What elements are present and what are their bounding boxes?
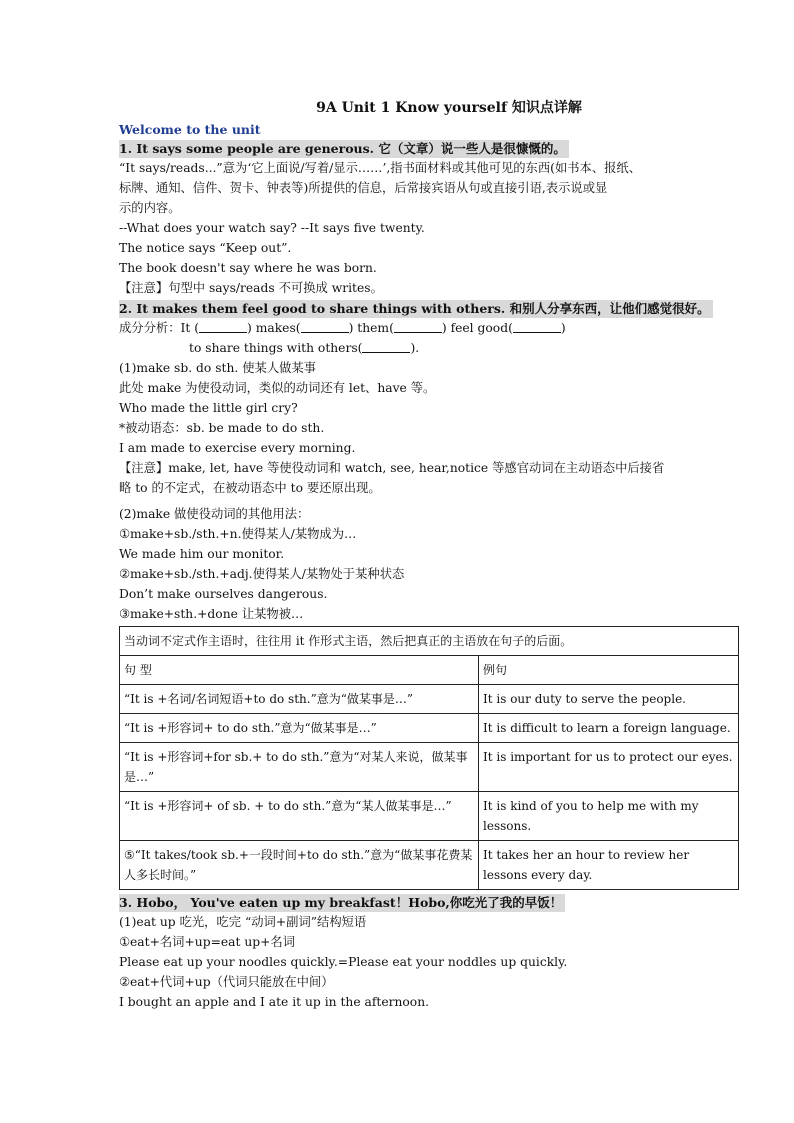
text-line: ①make+sb./sth.+n.使得某人/某物成为… [119,527,357,541]
fill-blank[interactable] [513,320,561,333]
table-cell-pattern: “It is +形容词+for sb.+ to do sth.”意为“对某人来说，做某事是…” [120,743,479,792]
example-line: We made him our monitor. [119,547,285,561]
example-line: --What does your watch say? --It says five twenty. [119,221,425,235]
text-line: 示的内容。 [119,201,181,215]
example-line: The notice says “Keep out”. [119,241,292,255]
point-1-heading: 1. It says some people are generous. 它（文章）说一些人是很慷慨的。 [119,140,569,158]
table-cell-pattern: “It is +名词/名词短语+to do sth.”意为“做某事是…” [120,685,479,714]
analysis-text: ). [410,341,420,355]
document [119,97,739,1012]
example-line: Please eat up your noodles quickly.=Please eat your noddles up quickly. [119,955,568,969]
table-cell-pattern: ⑤“It takes/took sb.+一段时间+to do sth.”意为“做某事花费某人多长时间。” [120,841,479,890]
point-2-heading: 2. It makes them feel good to share things with others. 和别人分享东西，让他们感觉很好。 [119,300,713,318]
example-line: I bought an apple and I ate it up in the afternoon. [119,995,430,1009]
table-cell-example: It is kind of you to help me with my lessons. [479,792,739,841]
note-line: 略 to 的不定式，在被动语态中 to 要还原出现。 [119,481,381,495]
text-line: *被动语态：sb. be made to do sth. [119,421,325,435]
text-line: (1)make sb. do sth. 使某人做某事 [119,361,317,375]
table-cell-example: It is important for us to protect our eyes. [479,743,739,792]
text-line: ③make+sth.+done 让某物被… [119,607,304,621]
section-heading: Welcome to the unit [119,122,261,137]
fill-blank[interactable] [199,320,247,333]
note-line: 【注意】句型中 says/reads 不可换成 writes。 [119,281,383,295]
table-cell-example: It takes her an hour to review her lessons every day. [479,841,739,890]
page-title: 9A Unit 1 Know yourself 知识点详解 [316,100,582,116]
table-cell-pattern: “It is +形容词+ to do sth.”意为“做某事是…” [120,714,479,743]
example-line: Don’t make ourselves dangerous. [119,587,328,601]
text-line: ②make+sb./sth.+adj.使得某人/某物处于某种状态 [119,567,405,581]
fill-blank[interactable] [301,320,349,333]
analysis-text: It ( [180,321,200,335]
text-line: ①eat+名词+up=eat up+名词 [119,935,296,949]
table-row [120,743,739,792]
table-caption: 当动词不定式作主语时，往往用 it 作形式主语，然后把真正的主语放在句子的后面。 [120,627,739,656]
table-row [120,714,739,743]
text-line: “It says/reads...”意为‘它上面说/写着/显示……’,指书面材料或其他可见的东西(如书本、报纸、 [119,161,642,175]
example-line: I am made to exercise every morning. [119,441,356,455]
table-row [120,685,739,714]
table-row [120,792,739,841]
example-line: Who made the little girl cry? [119,401,298,415]
text-line: 标牌、通知、信件、贺卡、钟表等)所提供的信息，后常接宾语从句或直接引语,表示说或显 [119,181,608,195]
fill-blank[interactable] [394,320,442,333]
point-2 [119,298,739,624]
text-line: (1)eat up 吃光，吃完 “动词+副词”结构短语 [119,915,367,929]
analysis-text: ) makes( [247,321,301,335]
analysis-label: 成分分析： [119,321,181,335]
text-line: (2)make 做使役动词的其他用法： [119,507,310,521]
column-header: 句 型 [120,656,479,685]
table-row [120,841,739,890]
analysis-line-1 [119,318,739,338]
point-3 [119,892,739,1012]
analysis-text: ) feel good( [441,321,513,335]
note-line: 【注意】make, let, have 等使役动词和 watch, see, hear,notice 等感官动词在主动语态中后接省 [119,461,665,475]
text-line: 此处 make 为使役动词，类似的动词还有 let、have 等。 [119,381,436,395]
column-header: 例句 [479,656,739,685]
point-1 [119,138,739,298]
analysis-line-2 [119,338,739,358]
analysis-text: ) them( [348,321,394,335]
fill-blank[interactable] [362,340,410,353]
point-3-heading: 3. Hobo， You've eaten up my breakfast！Hobo,你吃光了我的早饭！ [119,894,565,912]
grammar-table [119,626,739,890]
analysis-text: to share things with others( [189,341,363,355]
analysis-text: ) [560,321,566,335]
table-cell-example: It is our duty to serve the people. [479,685,739,714]
table-cell-example: It is difficult to learn a foreign language. [479,714,739,743]
table-caption-row [120,627,739,656]
table-header-row [120,656,739,685]
text-line: ②eat+代词+up（代词只能放在中间） [119,975,334,989]
table-cell-pattern: “It is +形容词+ of sb. + to do sth.”意为“某人做某事是…” [120,792,479,841]
example-line: The book doesn't say where he was born. [119,261,377,275]
